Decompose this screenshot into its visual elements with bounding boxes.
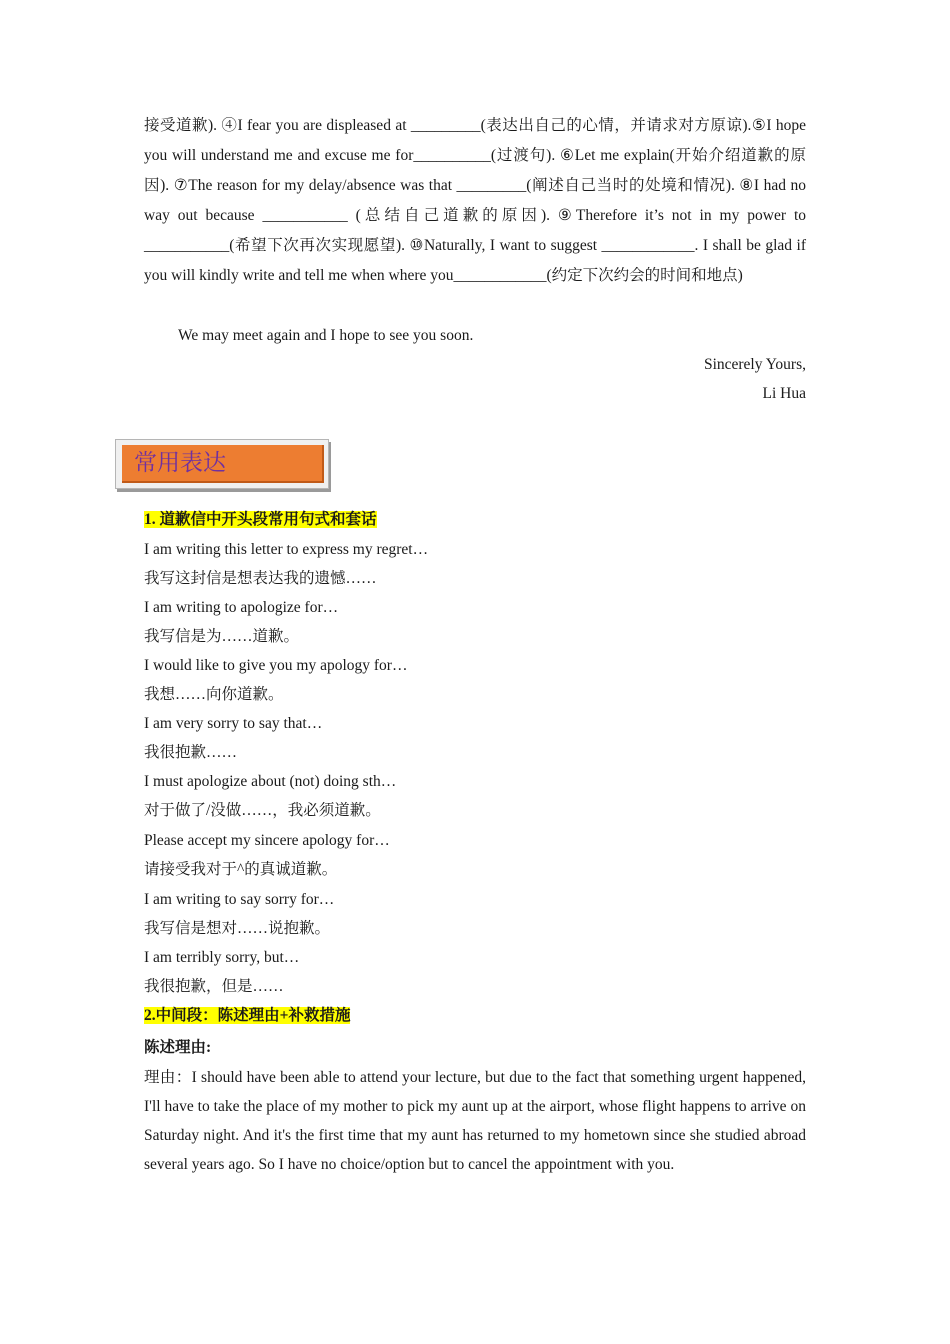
expression-line: 我很抱歉…… (144, 744, 238, 761)
expression-line: 对于做了/没做……，我必须道歉。 (144, 802, 381, 819)
middle-heading (144, 1001, 350, 1030)
middle-subheading: 陈述理由: (144, 1039, 212, 1056)
expression-line: I am writing to apologize for… (144, 599, 339, 616)
expression-line: I must apologize about (not) doing sth… (144, 773, 397, 790)
expression-line: 我想……向你道歉。 (144, 686, 284, 703)
opening-heading-text: 1. 道歉信中开头段常用句式和套话 (144, 511, 377, 528)
middle-heading-text: 2.中间段：陈述理由+补救措施 (144, 1007, 351, 1024)
letter-signature-name: Li Hua (762, 385, 806, 402)
opening-heading (144, 505, 377, 534)
expression-line: I am terribly sorry, but… (144, 949, 300, 966)
expression-line: I am writing to say sorry for… (144, 891, 335, 908)
expression-line: Please accept my sincere apology for… (144, 832, 390, 849)
reason-paragraph: 理由：I should have been able to attend your lecture, but due to the fact that something urgent happened, I'll have to take the place of my mother to pick my aunt up at the airport, whose flight happens to arrive on Saturday night. And it's the first time that my aunt has returned to my hometown since she studied abroad several years ago. So I have no choice/option but to cancel the appointment with you. (144, 1069, 806, 1173)
expression-line: 我写信是为……道歉。 (144, 628, 300, 645)
expression-line: 我写信是想对……说抱歉。 (144, 920, 331, 937)
letter-body: 接受道歉). ④I fear you are displeased at _________(表达出自己的心情，并请求对方原谅).⑤I hope you will understand me and excuse me for__________(过渡句). ⑥Let me explain(开始介绍道歉的原因). ⑦The reason for my delay/absence was that _________(阐述自己当时的处境和情况). ⑧I had no way out because ___________ (总结自己道歉的原因). ⑨Therefore it’s not in my power to ___________(希望下次再次实现愿望). ⑩Naturally, I want to suggest ____________. I shall be glad if you will kindly write and tell me when where you____________(约定下次约会的时间和地点) (144, 117, 806, 284)
expression-line: 我写这封信是想表达我的遗憾…… (144, 570, 377, 587)
section-header-fill (122, 445, 324, 483)
expression-line: 我很抱歉，但是…… (144, 978, 284, 995)
expression-line: I am very sorry to say that… (144, 715, 323, 732)
section-header-box (115, 439, 329, 489)
letter-closing-line: We may meet again and I hope to see you soon. (178, 327, 474, 344)
letter-sign-off: Sincerely Yours, (703, 356, 806, 373)
expression-line: I would like to give you my apology for… (144, 657, 408, 674)
expression-line: 请接受我对于^的真诚道歉。 (144, 861, 338, 878)
expression-line: I am writing this letter to express my regret… (144, 541, 429, 558)
section-title: 常用表达 (134, 450, 226, 476)
